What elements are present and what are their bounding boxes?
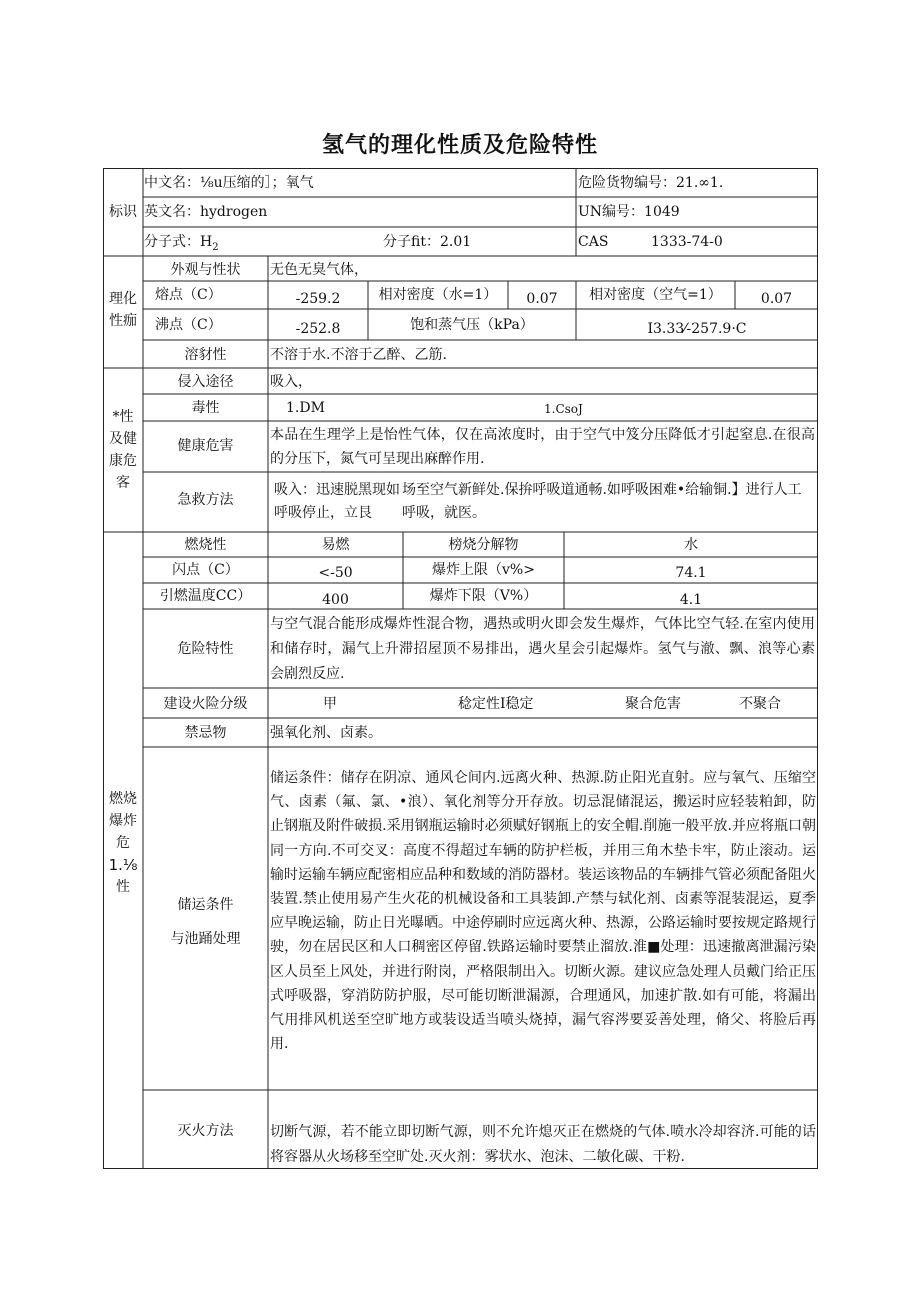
toxicity-lc50: 1.CsoJ — [544, 402, 583, 416]
section-label-physchem: 理化 性痂 — [109, 291, 137, 329]
english-name: 英文名：hydrogen — [144, 204, 268, 220]
cas-label: CAS — [578, 234, 609, 250]
rel-density-air-value: 0.07 — [760, 291, 793, 307]
section-label-fire: 燃烧 爆炸 危 1.⅛ 性 — [108, 791, 138, 895]
polymer-hazard-label: 聚合危害 — [625, 696, 681, 712]
incompatibles-label: 禁忌物 — [184, 725, 227, 741]
chinese-name: 中文名：⅛u压缩的］；氧气 — [144, 175, 314, 191]
section-label-toxicity: *性 及健 康危 客 — [109, 409, 137, 491]
molecular-weight: 分子fit：2.01 — [383, 234, 472, 250]
flash-point-label: 闪点（C） — [172, 562, 239, 578]
solubility-label: 溶豺性 — [184, 347, 227, 363]
appearance-value: 无色无臭气体， — [270, 262, 368, 278]
toxicity-label: 毒性 — [191, 400, 220, 416]
page-title: 氢气的理化性质及危险特性 — [321, 133, 598, 158]
hazard-goods-number: 危险货物编号：21.∞1. — [578, 175, 724, 191]
vapor-pressure-label: 饱和蒸气压（kPa） — [410, 317, 534, 333]
rel-density-water-value: 0.07 — [526, 291, 558, 307]
decomposition-value: 水 — [684, 537, 698, 553]
solubility-value: 不溶于水.不溶于乙醉、乙筋. — [270, 347, 447, 363]
flammability-value: 易燃 — [321, 537, 350, 553]
hazard-property-label: 危险特性 — [177, 641, 234, 657]
first-aid-label: 急救方法 — [177, 492, 234, 508]
hazard-table — [103, 168, 818, 1169]
entry-route-label: 侵入途径 — [177, 374, 234, 390]
stability-value: 稔定性I稳定 — [458, 696, 534, 712]
ignition-temp-value: 400 — [322, 592, 349, 608]
fire-class-value: 甲 — [323, 696, 337, 712]
appearance-label: 外观与性状 — [170, 262, 241, 278]
storage-label: 储运条件 与池踊处理 — [170, 897, 241, 947]
melting-point-value: -259.2 — [295, 291, 341, 307]
molecular-formula: 分子式：$H_2$ — [144, 234, 219, 253]
melting-point-label: 熔点（C） — [155, 287, 222, 303]
hazard-property-value: 与空气混合能形成爆炸性混合物，遇热或明火即会发生爆炸，气体比空气轻.在室内使用和储存时，漏气上升滞招屋顶不易排出，遇火星会引起爆炸。氢气与澈、飘、浪等心素会剧烈反应. — [270, 616, 815, 682]
extinguishing-label: 灭火方法 — [177, 1123, 234, 1139]
health-hazard-label: 健康危害 — [177, 438, 234, 454]
polymer-hazard-value: 不聚合 — [739, 696, 781, 712]
section-label-identification: 标识 — [109, 204, 137, 220]
lower-limit-value: 4.1 — [679, 592, 703, 608]
first-aid-text-col1: 吸入：迅速脱黑现如呼吸停止，立艮 — [274, 482, 400, 521]
rel-density-water-label: 相对密度（水=1） — [378, 287, 498, 303]
lower-limit-label: 爆炸下限（V%） — [429, 588, 538, 604]
flammability-label: 燃烧性 — [184, 537, 227, 553]
upper-limit-value: 74.1 — [675, 565, 707, 581]
entry-route-value: 吸入， — [270, 374, 312, 390]
flash-point-value: <-50 — [318, 565, 353, 581]
fire-class-label: 建设火险分级 — [163, 696, 248, 712]
un-number: UN编号：1049 — [578, 204, 680, 220]
extinguishing-value: 切断气源，若不能立即切断气源，则不允许熄灭正在燃烧的气体.喷水冷却容济.可能的话将容器从火场移至空旷处.灭火剂：雾状水、泡沫、二敏化碳、干粉. — [270, 1124, 816, 1165]
boiling-point-value: -252.8 — [295, 321, 341, 337]
upper-limit-label: 爆炸上限（v%> — [432, 562, 535, 578]
first-aid-text-col2: 场至空气新鲜处.保拚呼吸道通畅.如呼吸困难•给输铜.】进行人工呼吸，就医。 — [402, 482, 802, 521]
vapor-pressure-value: I3.33⁄-257.9·C — [647, 321, 747, 337]
decomposition-label: 榜烧分解物 — [448, 537, 519, 553]
incompatibles-value: 强氧化剂、卤素。 — [270, 725, 382, 741]
storage-disposal-text: 储运条件：储存在阴凉、通风仑间内.远离火种、热源.防止阳光直射。应与氧气、压缩空气、卤素（氟、氯、•浪）、氧化剂等分开存放。切忌混储混运，搬运时应轻装粕卸，防止钢瓶及附件破损.采用钢瓶运输时必须赋好钢瓶上的安全帽.削施一般平放.并应将瓶口朝同一方向.不可交叉：高度不得超过车辆的防护栏板，并用三角木垫卡牢，防止滚动。运输时运输车辆应配密相应品种和数域的消防器材。装运该物品的车辆排气管必须配备阻火装置.禁止使用易产生火花的机械设备和工具装卸.产禁与轼化剂、卤素等混装混运，夏季应早晚运输，防止日光曝晒。中途停刷时应远离火种、热源，公路运输时要按规定路规行驶，勿在居民区和人口稠密区停留.铁路运输时要禁止溜放.淮■处理：迅速撤离泄漏污染区人员至上风处，并进行附岗，严格限制出入。切断火源。建议应急处理人员戴门给正压式呼吸器，穿消防防护服，尽可能切断泄漏源，合理通风，加速扩散.如有可能，将漏出气用排风机送至空旷地方或装设适当喷头烧掉，漏气容涔要妥善处理，脩父、将脸后再用. — [270, 770, 816, 1053]
ignition-temp-label: 引燃温度CC） — [159, 588, 252, 604]
toxicity-ld50: 1.DM — [286, 400, 325, 416]
rel-density-air-label: 相对密度（空气=1） — [589, 287, 722, 303]
boiling-point-label: 沸点（C） — [155, 317, 222, 333]
health-hazard-value: 本品在生理学上是怡性气体，仅在高浓度时，由于空气中笈分压降低才引起窒息.在很高的分压下，氮气可呈现出麻醉作用. — [270, 427, 815, 467]
cas-value: 1333-74-0 — [651, 234, 723, 250]
